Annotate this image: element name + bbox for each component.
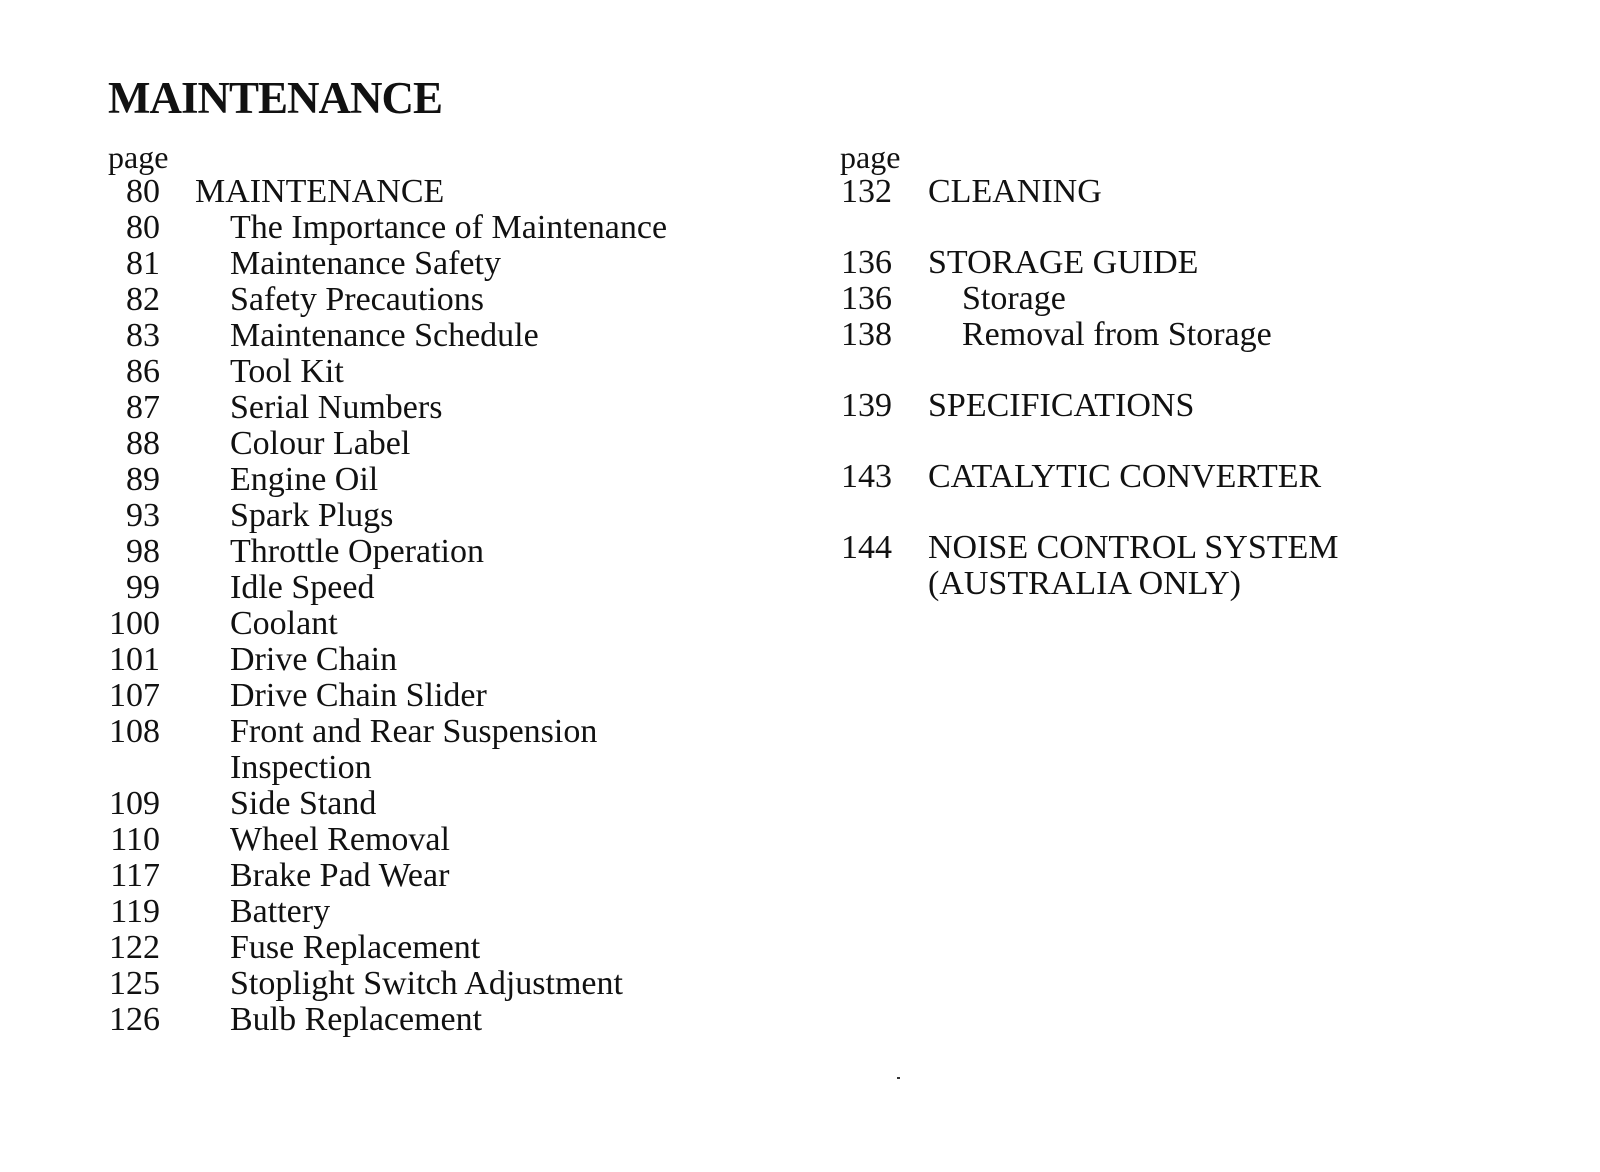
toc-section-entry: [840, 459, 1460, 495]
toc-entry-title: Safety Precautions: [230, 281, 484, 318]
toc-subentry: [108, 714, 748, 786]
toc-entry-title: Wheel Removal: [230, 821, 450, 858]
toc-subentry: [108, 462, 748, 498]
toc-subentry: [108, 570, 748, 606]
toc-entry-title: Coolant: [230, 605, 338, 642]
toc-section-entry: [108, 174, 748, 210]
toc-entry-list: [840, 174, 1460, 602]
toc-column-right: [840, 140, 1460, 602]
toc-entry-title: Removal from Storage: [962, 316, 1272, 353]
toc-subentry: [108, 786, 748, 822]
toc-page-number: 83: [126, 317, 160, 354]
toc-page-number: 100: [109, 605, 160, 642]
toc-entry-title: Battery: [230, 893, 331, 930]
toc-subentry: [108, 246, 748, 282]
toc-page-number: 89: [126, 461, 160, 498]
toc-entry-title: Throttle Operation: [230, 533, 484, 570]
toc-page-number: 87: [126, 389, 160, 426]
toc-entry-title: CLEANING: [928, 173, 1102, 210]
toc-page-number: 80: [126, 209, 160, 246]
toc-entry-title: Spark Plugs: [230, 497, 394, 534]
toc-entry-title: Drive Chain: [230, 641, 398, 678]
toc-page-number: 126: [109, 1001, 160, 1038]
toc-page-number: 81: [126, 245, 160, 282]
page-column-header: page: [840, 139, 901, 175]
scan-speck: [897, 1077, 900, 1079]
toc-entry-title: Storage: [962, 280, 1066, 317]
toc-page-number: 138: [841, 316, 892, 353]
toc-section-entry: [840, 245, 1460, 281]
toc-entry-title: Serial Numbers: [230, 389, 443, 426]
toc-entry-title: Idle Speed: [230, 569, 375, 606]
toc-entry-title: Brake Pad Wear: [230, 857, 450, 894]
toc-page-number: 107: [109, 677, 160, 714]
toc-section-entry: [840, 174, 1460, 210]
toc-subentry: [108, 282, 748, 318]
toc-subentry: [108, 642, 748, 678]
toc-entry-title: Engine Oil: [230, 461, 379, 498]
toc-page-number: 125: [109, 965, 160, 1002]
toc-page-number: 99: [126, 569, 160, 606]
toc-page-number: 109: [109, 785, 160, 822]
toc-subentry: [108, 426, 748, 462]
toc-page-number: 132: [841, 173, 892, 210]
toc-page-number: 136: [841, 280, 892, 317]
page-title: MAINTENANCE: [108, 73, 443, 123]
toc-entry-title: Tool Kit: [230, 353, 344, 390]
toc-section-entry: [840, 530, 1460, 602]
toc-subentry: [108, 822, 748, 858]
toc-subentry: [108, 498, 748, 534]
toc-entry-title: STORAGE GUIDE: [928, 244, 1199, 281]
toc-page-number: 122: [109, 929, 160, 966]
toc-page-number: 119: [110, 893, 160, 930]
toc-subentry: [108, 858, 748, 894]
toc-entry-title: Front and Rear Suspension Inspection: [230, 713, 598, 786]
toc-entry-title: Maintenance Safety: [230, 245, 501, 282]
toc-entry-title: Side Stand: [230, 785, 377, 822]
toc-subentry: [108, 534, 748, 570]
toc-entry-title: MAINTENANCE: [195, 173, 445, 210]
toc-entry-title: Bulb Replacement: [230, 1001, 483, 1038]
toc-subentry: [108, 390, 748, 426]
toc-page-number: 110: [110, 821, 160, 858]
toc-entry-title: Stoplight Switch Adjustment: [230, 965, 623, 1002]
toc-page-number: 88: [126, 425, 160, 462]
group-spacer: [840, 210, 1460, 245]
toc-entry-list: [108, 174, 748, 1038]
toc-entry-title: The Importance of Maintenance: [230, 209, 668, 246]
toc-subentry: [108, 1002, 748, 1038]
toc-entry-title: Maintenance Schedule: [230, 317, 539, 354]
toc-page-number: 101: [109, 641, 160, 678]
toc-subentry: [108, 678, 748, 714]
toc-entry-title: Fuse Replacement: [230, 929, 481, 966]
toc-section-entry: [840, 388, 1460, 424]
toc-page-number: 86: [126, 353, 160, 390]
toc-entry-title: Colour Label: [230, 425, 411, 462]
toc-page-number: 117: [110, 857, 160, 894]
toc-page-number: 93: [126, 497, 160, 534]
toc-subentry: [840, 281, 1460, 317]
toc-page-number: 98: [126, 533, 160, 570]
toc-subentry: [108, 930, 748, 966]
toc-page-number: 144: [841, 529, 892, 566]
group-spacer: [840, 353, 1460, 388]
toc-page-number: 82: [126, 281, 160, 318]
toc-page-number: 108: [109, 713, 160, 750]
toc-subentry: [108, 606, 748, 642]
toc-page-number: 143: [841, 458, 892, 495]
toc-entry-title: NOISE CONTROL SYSTEM (AUSTRALIA ONLY): [928, 529, 1339, 602]
toc-subentry: [108, 966, 748, 1002]
toc-subentry: [108, 210, 748, 246]
toc-subentry: [840, 317, 1460, 353]
toc-subentry: [108, 318, 748, 354]
toc-subentry: [108, 894, 748, 930]
group-spacer: [840, 424, 1460, 459]
toc-column-left: [108, 140, 748, 1038]
toc-entry-title: SPECIFICATIONS: [928, 387, 1195, 424]
toc-entry-title: Drive Chain Slider: [230, 677, 487, 714]
toc-page-number: 139: [841, 387, 892, 424]
toc-entry-title: CATALYTIC CONVERTER: [928, 458, 1322, 495]
page-column-header: page: [108, 139, 169, 175]
toc-page-number: 80: [126, 173, 160, 210]
group-spacer: [840, 495, 1460, 530]
toc-page-number: 136: [841, 244, 892, 281]
toc-subentry: [108, 354, 748, 390]
